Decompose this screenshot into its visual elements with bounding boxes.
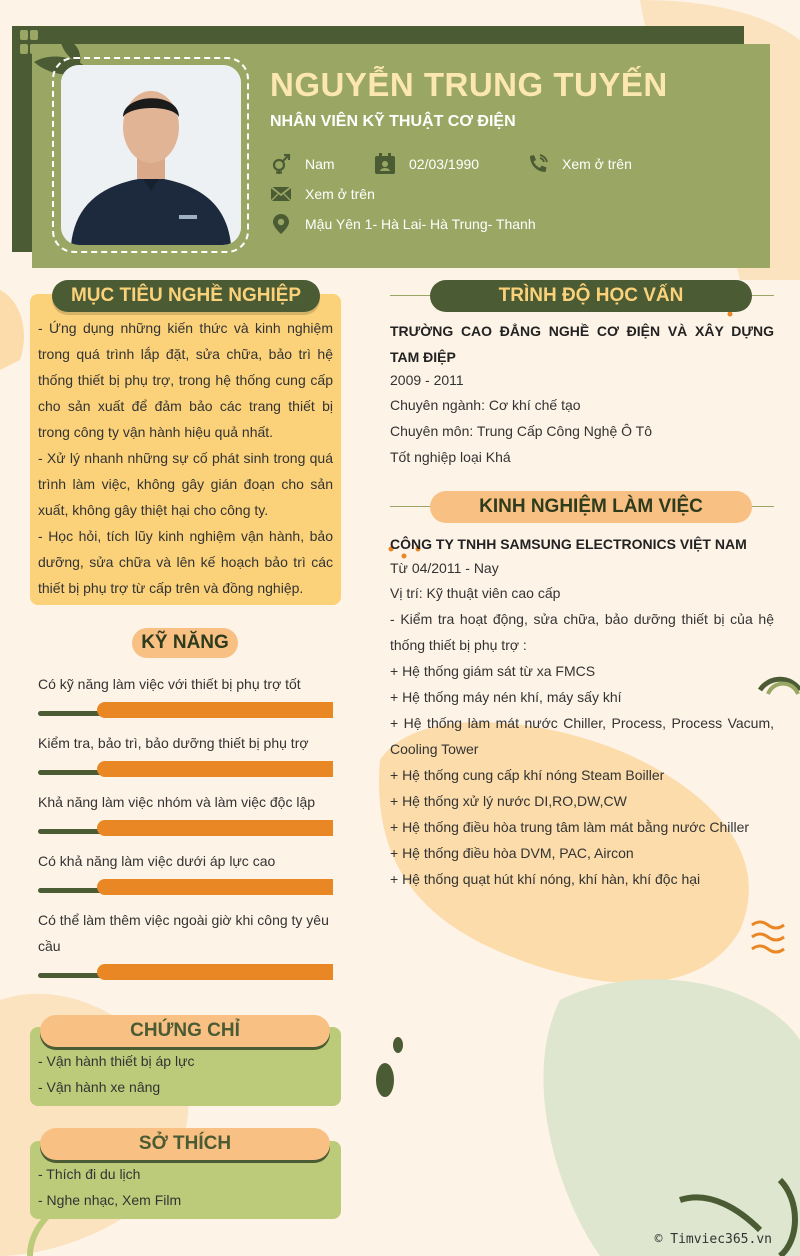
gender-info bbox=[270, 153, 335, 175]
skill-bar bbox=[38, 964, 333, 980]
skill-label: Kiểm tra, bảo trì, bảo dưỡng thiết bị phụ trợ bbox=[38, 735, 309, 751]
skill-label: Có kỹ năng làm việc với thiết bị phụ trợ tốt bbox=[38, 676, 301, 692]
birthday-info bbox=[374, 153, 479, 175]
footer-watermark: © Timviec365.vn bbox=[654, 1232, 772, 1247]
email-info bbox=[270, 183, 375, 205]
candidate-name: NGUYỄN TRUNG TUYẾN bbox=[270, 66, 668, 103]
experience-line: + Hệ thống cung cấp khí nóng Steam Boiller bbox=[390, 767, 665, 783]
profile-photo bbox=[61, 65, 241, 245]
skill-bar bbox=[38, 761, 333, 777]
certificate-item: - Vận hành thiết bị áp lực bbox=[38, 1053, 195, 1069]
experience-line: + Hệ thống quạt hút khí nóng, khí hàn, khí độc hại bbox=[390, 871, 701, 887]
skills-title: KỸ NĂNG bbox=[132, 628, 238, 658]
email-value: Xem ở trên bbox=[305, 186, 375, 202]
gender-value: Nam bbox=[305, 156, 335, 172]
job-title: NHÂN VIÊN KỸ THUẬT CƠ ĐIỆN bbox=[270, 113, 516, 130]
education-graduation: Tốt nghiệp loại Khá bbox=[390, 449, 511, 465]
gender-icon bbox=[270, 153, 292, 175]
location-icon bbox=[270, 213, 292, 235]
experience-line: + Hệ thống điều hòa DVM, PAC, Aircon bbox=[390, 845, 634, 861]
skill-bar bbox=[38, 879, 333, 895]
certificate-item: - Vận hành xe nâng bbox=[38, 1079, 161, 1095]
experience-period: Từ 04/2011 - Nay bbox=[390, 560, 499, 576]
skill-bar bbox=[38, 820, 333, 836]
experience-position: Vị trí: Kỹ thuật viên cao cấp bbox=[390, 585, 561, 601]
phone-info bbox=[527, 153, 632, 175]
address-info bbox=[270, 213, 536, 235]
experience-line: + Hệ thống xử lý nước DI,RO,DW,CW bbox=[390, 793, 627, 809]
skill-bar bbox=[38, 702, 333, 718]
school-name: TRƯỜNG CAO ĐẲNG NGHỀ CƠ ĐIỆN VÀ XÂY DỰNG TAM ĐIỆP bbox=[390, 323, 774, 365]
education-period: 2009 - 2011 bbox=[390, 372, 464, 388]
skill-label: Có thể làm thêm việc ngoài giờ khi công ty yêu cầu bbox=[38, 912, 329, 954]
skill-label: Khả năng làm việc nhóm và làm việc độc lập bbox=[38, 794, 316, 810]
hobby-item: - Nghe nhạc, Xem Film bbox=[38, 1192, 182, 1208]
company-name: CÔNG TY TNHH SAMSUNG ELECTRONICS VIỆT NAM bbox=[390, 536, 747, 552]
education-specialty: Chuyên môn: Trung Cấp Công Nghệ Ô Tô bbox=[390, 423, 653, 439]
certificates-title: CHỨNG CHỈ bbox=[40, 1015, 330, 1047]
experience-line: + Hệ thống điều hòa trung tâm làm mát bằng nước Chiller bbox=[390, 819, 750, 835]
experience-line: + Hệ thống máy nén khí, máy sấy khí bbox=[390, 689, 622, 705]
birthday-value: 02/03/1990 bbox=[409, 156, 480, 172]
experience-title: KINH NGHIỆM LÀM VIỆC bbox=[430, 491, 752, 523]
hobbies-title: SỞ THÍCH bbox=[40, 1128, 330, 1160]
objective-title: MỤC TIÊU NGHỀ NGHIỆP bbox=[52, 280, 320, 312]
education-title: TRÌNH ĐỘ HỌC VẤN bbox=[430, 280, 752, 312]
calendar-icon bbox=[374, 153, 396, 175]
address-value: Mậu Yên 1- Hà Lai- Hà Trung- Thanh bbox=[305, 216, 536, 232]
experience-line: - Kiểm tra hoạt động, sửa chữa, bảo dưỡng thiết bị của hệ thống thiết bị phụ trợ : bbox=[390, 611, 774, 653]
phone-icon bbox=[527, 153, 549, 175]
phone-value: Xem ở trên bbox=[562, 156, 632, 172]
education-major: Chuyên ngành: Cơ khí chế tạo bbox=[390, 397, 581, 413]
experience-line: + Hệ thống làm mát nước Chiller, Process, Process Vacum, Cooling Tower bbox=[390, 715, 774, 757]
experience-line: + Hệ thống giám sát từ xa FMCS bbox=[390, 663, 596, 679]
mail-icon bbox=[270, 183, 292, 205]
hobby-item: - Thích đi du lịch bbox=[38, 1166, 141, 1182]
skill-label: Có khả năng làm việc dưới áp lực cao bbox=[38, 853, 276, 869]
objective-text: - Ứng dụng những kiến thức và kinh nghiệm trong quá trình lắp đặt, sửa chữa, bảo trì hệ thống thiết bị phụ trợ, trong hệ thống cung cấp cho sản xuất để đảm bảo các trang thiết bị trong công ty vận hành hiệu quả nhất. - Xử lý nhanh những sự cố phát sinh trong quá trình làm việc, không gây gián đoạn cho sản xuất, không gây thiệt hại cho công ty. - Học hỏi, tích lũy kinh nghiệm vận hành, bảo dưỡng, sửa chữa và lên kế hoạch bảo trì các thiết bị phụ trợ từ cấp trên và đồng nghiệp. bbox=[38, 320, 333, 596]
